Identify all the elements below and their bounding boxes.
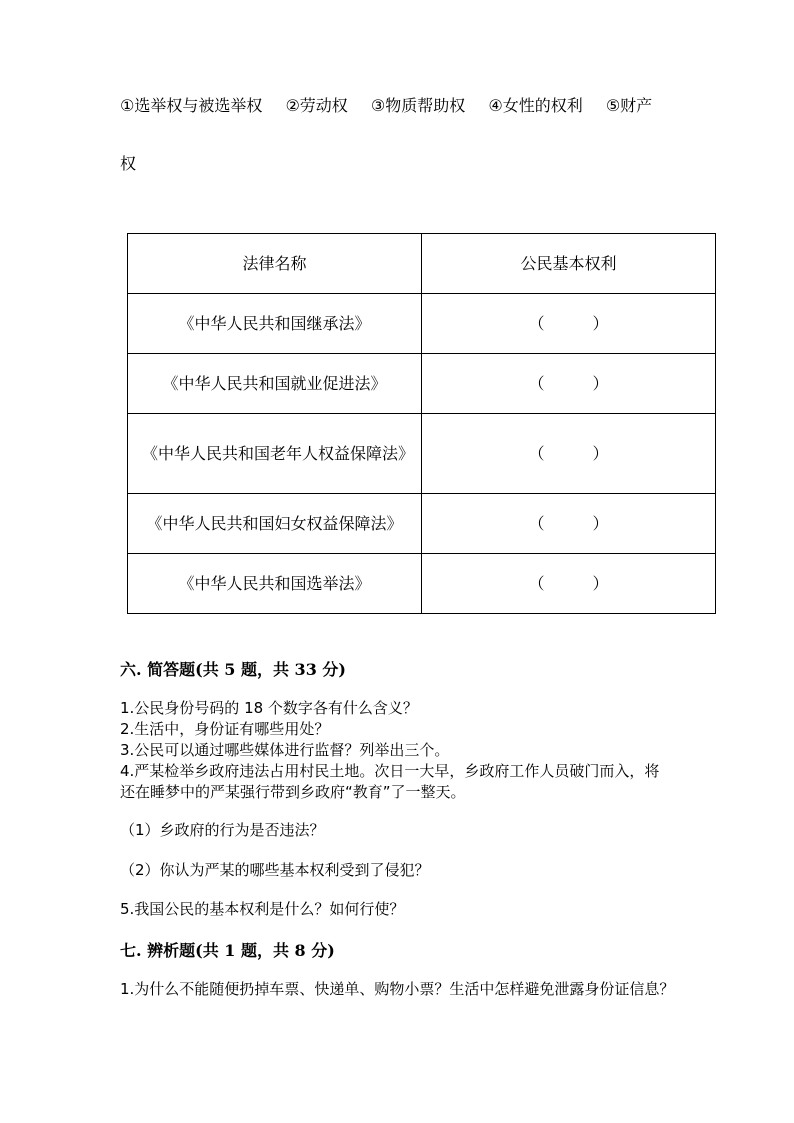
law-name-cell: 《中华人民共和国选举法》 (128, 554, 422, 614)
question-7-1: 1.为什么不能随便扔掉车票、快递单、购物小票？生活中怎样避免泄露身份证信息？ (120, 980, 675, 998)
section-7-title: 七. 辨析题(共 1 题，共 8 分) (120, 941, 335, 960)
option-1: ①选举权与被选举权 (120, 96, 263, 115)
table-row (128, 354, 716, 414)
header-basic-rights: 公民基本权利 (422, 234, 716, 294)
answer-blank: （ ） (422, 294, 716, 354)
header-law-name: 法律名称 (128, 234, 422, 294)
law-name-cell: 《中华人民共和国继承法》 (128, 294, 422, 354)
table-header-row (128, 234, 716, 294)
table-row (128, 554, 716, 614)
option-4: ④女性的权利 (488, 96, 583, 115)
law-name-cell: 《中华人民共和国老年人权益保障法》 (128, 414, 422, 494)
answer-blank: （ ） (422, 414, 716, 494)
law-rights-table (127, 233, 716, 614)
option-3: ③物质帮助权 (370, 96, 466, 115)
answer-blank: （ ） (422, 354, 716, 414)
question-6-4-part-2: （2）你认为严某的哪些基本权利受到了侵犯？ (120, 861, 430, 879)
option-5-continuation: 权 (120, 154, 137, 173)
question-6-4-part-1: （1）乡政府的行为是否违法？ (120, 821, 325, 839)
table-row (128, 414, 716, 494)
question-6-1: 1.公民身份号码的 18 个数字各有什么含义？ (120, 699, 418, 717)
question-6-3: 3.公民可以通过哪些媒体进行监督？列举出三个。 (120, 741, 450, 759)
option-5: ⑤财产 (605, 96, 653, 115)
rights-options (120, 96, 680, 173)
table-row (128, 294, 716, 354)
answer-blank: （ ） (422, 554, 716, 614)
law-name-cell: 《中华人民共和国妇女权益保障法》 (128, 494, 422, 554)
question-6-5: 5.我国公民的基本权利是什么？如何行使？ (120, 900, 405, 918)
section-6-title: 六. 简答题(共 5 题，共 33 分) (120, 660, 346, 679)
question-6-4: 4.严某检举乡政府违法占用村民土地。次日一大早，乡政府工作人员破门而入，将还在睡梦中的严某强行带到乡政府“教育”了一整天。 (120, 762, 660, 801)
law-name-cell: 《中华人民共和国就业促进法》 (128, 354, 422, 414)
question-6-2: 2.生活中，身份证有哪些用处？ (120, 720, 330, 738)
answer-blank: （ ） (422, 494, 716, 554)
option-2: ②劳动权 (285, 96, 348, 115)
table-row (128, 494, 716, 554)
